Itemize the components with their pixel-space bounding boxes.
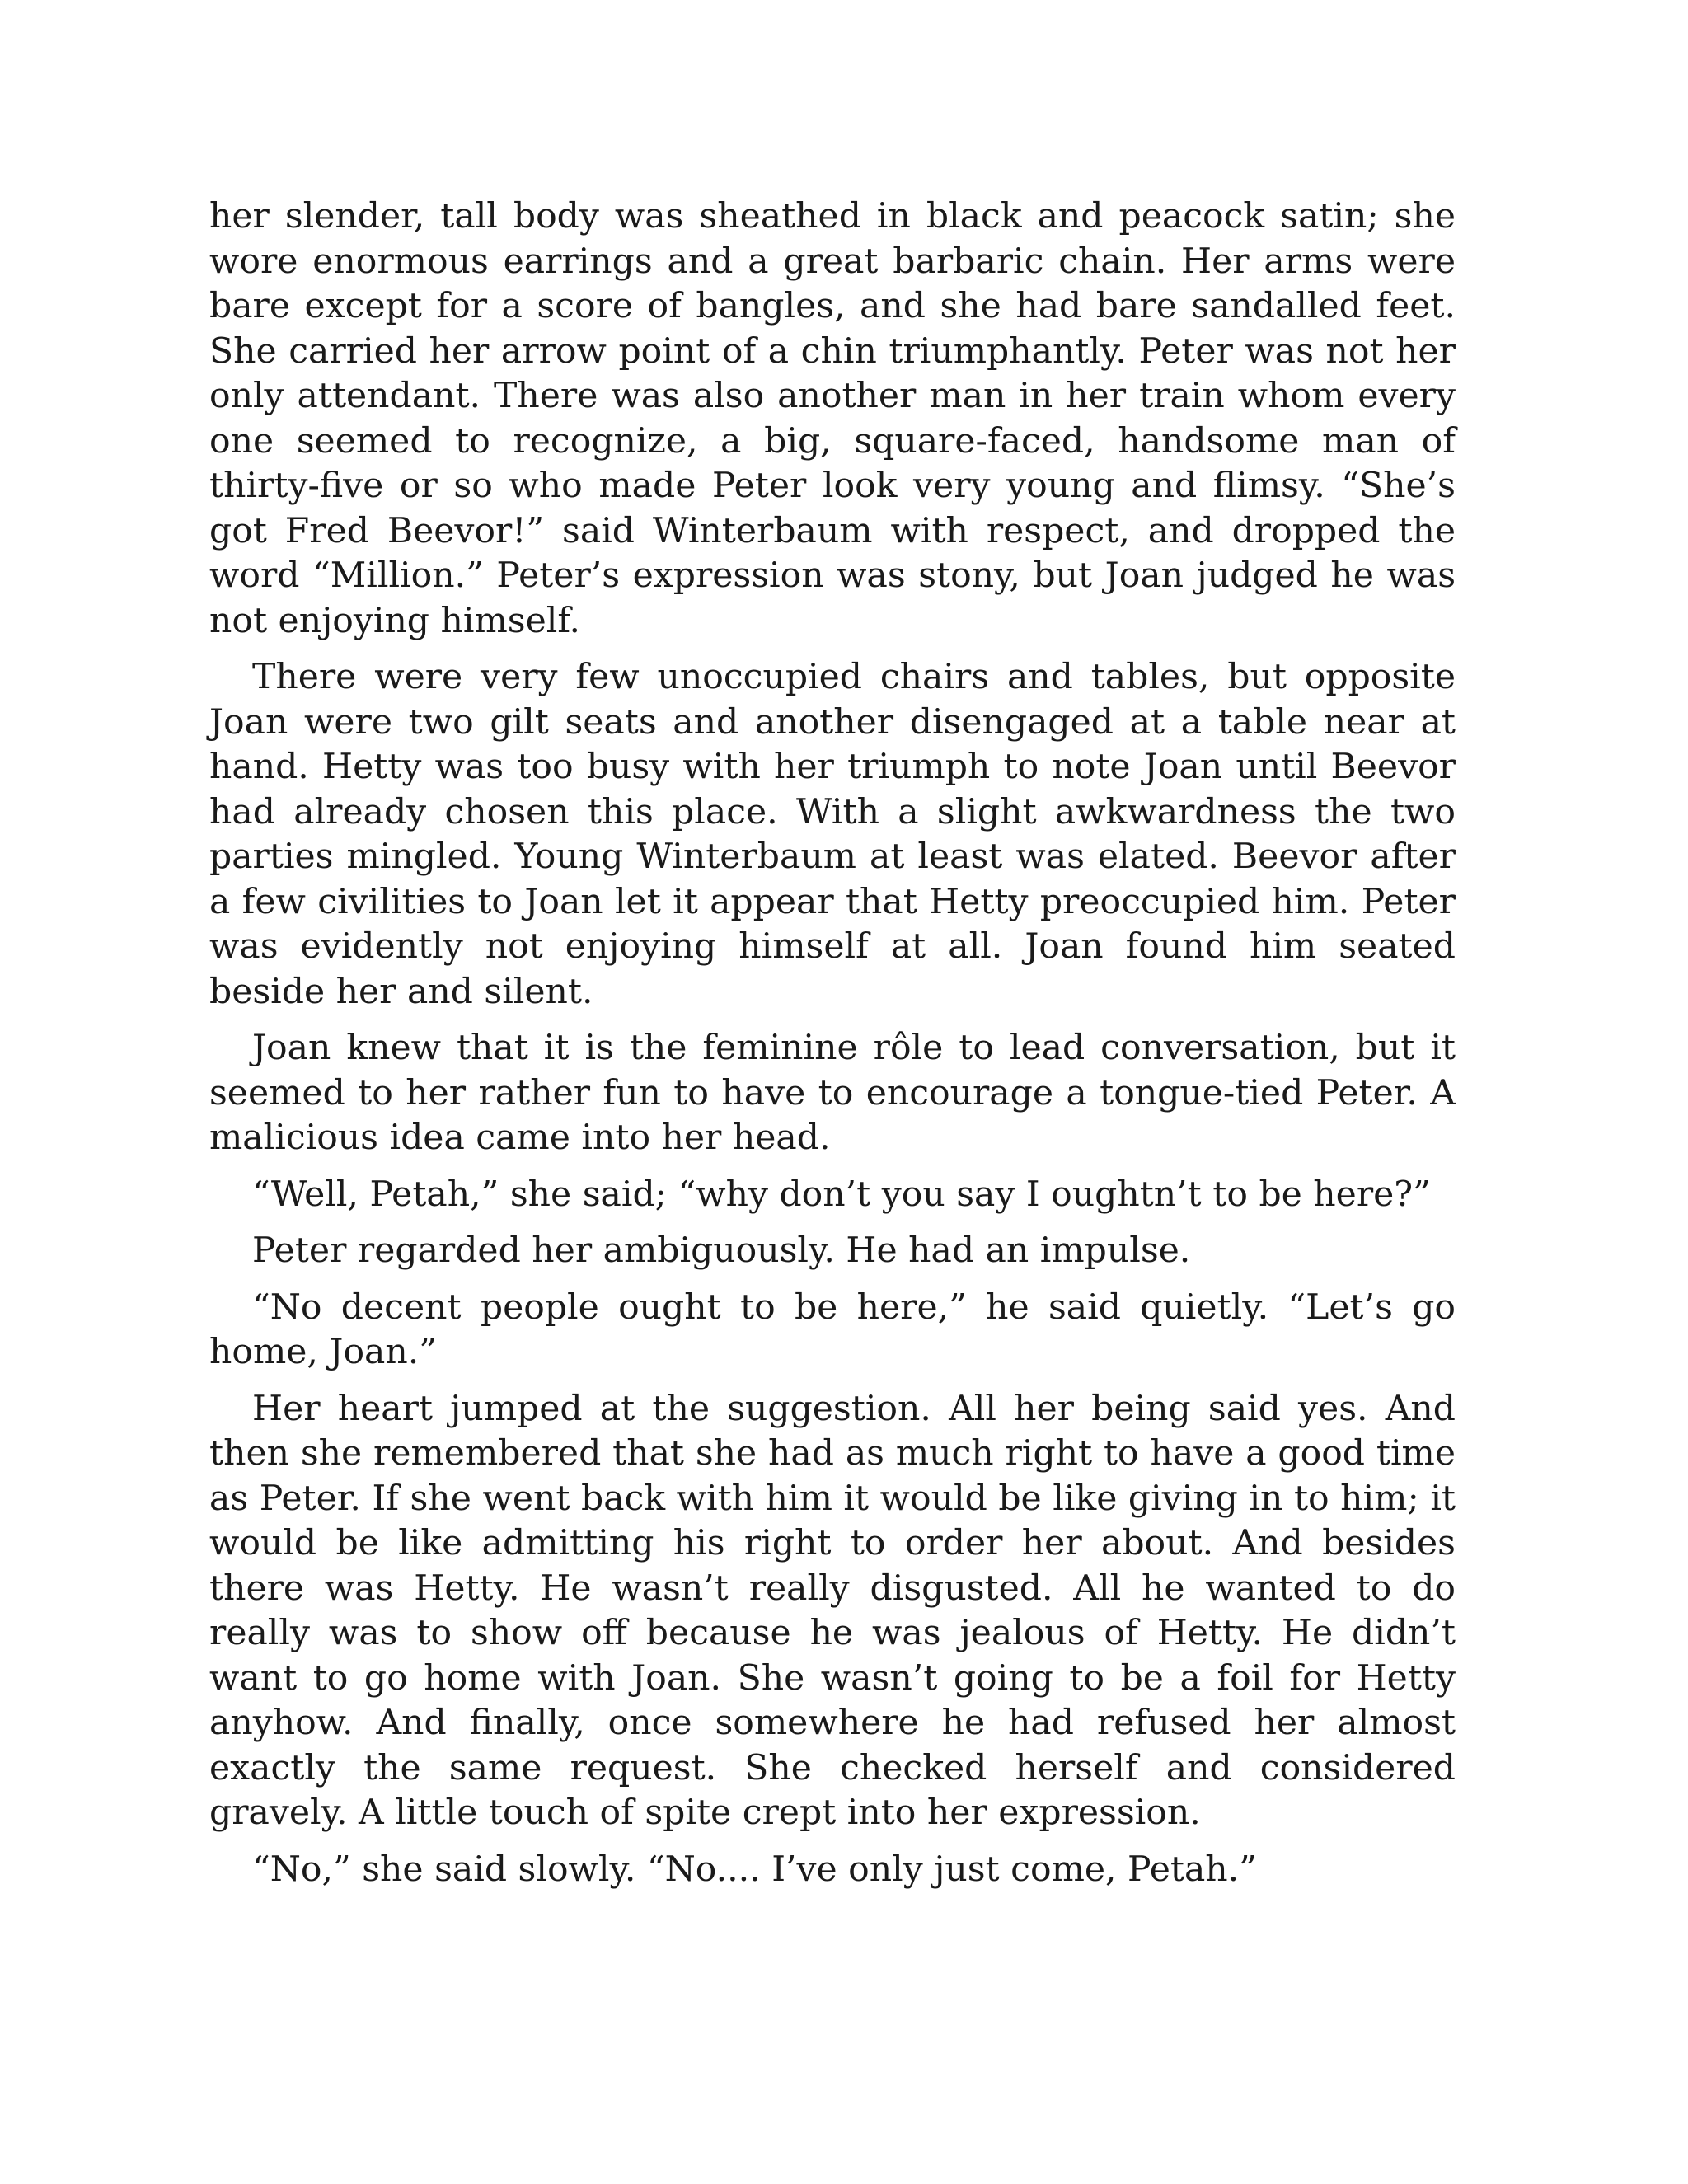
paragraph-7: Her heart jumped at the suggestion. All her being said yes. And then she remembered that she had as much right to have a good time as Peter. If she went back with him it would be like giving in to him; it would be like admitting his right to order her about. And besides there was Hetty. He wasn’t really disgusted. All he wanted to do really was to show off because he was jealous of Hetty. He didn’t want to go home with Joan. She wasn’t going to be a foil for Hetty anyhow. And finally, once somewhere he had refused her almost exactly the same request. She checked herself and considered gravely. A little touch of spite crept into her expression. (209, 1388, 1456, 1833)
paragraph-1: her slender, tall body was sheathed in black and peacock satin; she wore enormous earrings and a great barbaric chain. Her arms were bare except for a score of bangles, and she had bare sandalled feet. She carried her arrow point of a chin triumphantly. Peter was not her only attendant. There was also another man in her train whom every one seemed to recognize, a big, square-faced, handsome man of thirty-five or so who made Peter look very young and flimsy. “She’s got Fred Beevor!” said Winterbaum with respect, and dropped the word “Million.” Peter’s expression was stony, but Joan judged he was not enjoying himself. (209, 196, 1456, 641)
paragraph-2: There were very few unoccupied chairs and tables, but opposite Joan were two gilt seats and another disengaged at a table near at hand. Hetty was too busy with her triumph to note Joan until Beevor had already chosen this place. With a slight awkwardness the two parties mingled. Young Winterbaum at least was elated. Beevor after a few civilities to Joan let it appear that Hetty preoccupied him. Peter was evidently not enjoying himself at all. Joan found him seated beside her and silent. (209, 657, 1456, 1012)
paragraph-8: “No,” she said slowly. “No.... I’ve only just come, Petah.” (252, 1849, 1257, 1890)
paragraph-6: “No decent people ought to be here,” he said quietly. “Let’s go home, Joan.” (209, 1286, 1456, 1372)
paragraph-3: Joan knew that it is the feminine rôle to lead conversation, but it seemed to her rather fun to have to encourage a tongue-tied Peter. A malicious idea came into her head. (209, 1028, 1456, 1158)
paragraph-5: Peter regarded her ambiguously. He had an impulse. (252, 1230, 1191, 1271)
page-body (209, 194, 1456, 1904)
paragraph-4: “Well, Petah,” she said; “why don’t you say I oughtn’t to be here?” (252, 1174, 1431, 1215)
